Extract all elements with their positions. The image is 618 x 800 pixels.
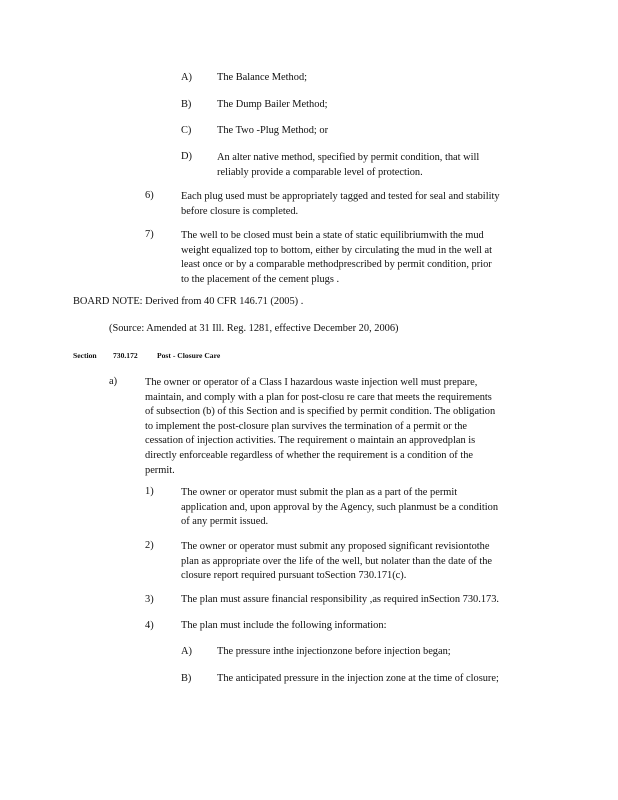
- item-label: B): [181, 99, 192, 110]
- item-label: A): [181, 646, 192, 657]
- item-text: The Balance Method;: [217, 72, 308, 83]
- text-line: least once or by a comparable methodprescribed by permit condition, prior: [181, 259, 492, 271]
- item-text: The Dump Bailer Method;: [217, 99, 328, 110]
- item-text: The plan must assure financial responsibility ,as required inSection 730.173.: [181, 594, 500, 605]
- text-line: The well to be closed must bein a state of static equilibriumwith the mud: [181, 230, 484, 241]
- item-text: The plan must include the following information:: [181, 620, 387, 631]
- text-line: to implement the post-closure plan survives the termination of a permit or the: [145, 420, 468, 432]
- item-label: A): [181, 72, 192, 83]
- source-note: (Source: Amended at 31 Ill. Reg. 1281, effective December 20, 2006): [109, 323, 399, 334]
- paragraph-label: 6): [145, 190, 154, 201]
- item-text: [217, 151, 517, 180]
- subsection-text: [145, 376, 545, 478]
- text-line: reliably provide a comparable level of protection.: [217, 166, 423, 178]
- paragraph-text: [181, 190, 545, 219]
- text-line: directly enforceable regardless of whether the requirement is a condition of the: [145, 449, 474, 461]
- text-line: of any permit issued.: [181, 516, 269, 528]
- text-line: permit.: [145, 464, 175, 476]
- text-line: The owner or operator must submit the plan as a part of the permit: [181, 487, 458, 498]
- item-label: 4): [145, 620, 154, 631]
- item-text: [181, 540, 539, 584]
- item-label: B): [181, 673, 192, 684]
- paragraph-label: 7): [145, 229, 154, 240]
- item-label: 1): [145, 486, 154, 497]
- text-line: of subsection (b) of this Section and is specified by permit condition. The obligation: [145, 406, 496, 418]
- item-text: The Two -Plug Method; or: [217, 125, 329, 136]
- text-line: The owner or operator must submit any proposed significant revisiontothe: [181, 541, 490, 552]
- section-number: 730.172: [113, 351, 138, 360]
- text-line: Each plug used must be appropriately tagged and tested for seal and stability: [181, 191, 500, 202]
- text-line: plan as appropriate over the life of the well, but nolater than the date of the: [181, 555, 493, 567]
- item-label: 3): [145, 594, 154, 605]
- item-text: The anticipated pressure in the injection zone at the time of closure;: [217, 673, 499, 684]
- text-line: maintain, and comply with a plan for post-closu re care that meets the requirements: [145, 391, 492, 403]
- text-line: before closure is completed.: [181, 205, 299, 217]
- text-line: to the placement of the cement plugs .: [181, 273, 340, 285]
- section-label: Section: [73, 351, 97, 360]
- paragraph-text: [181, 229, 545, 287]
- text-line: cessation of injection activities. The requirement o maintain an approvedplan is: [145, 435, 476, 447]
- subsection-label: a): [109, 376, 118, 387]
- board-note: BOARD NOTE: Derived from 40 CFR 146.71 (2005) .: [73, 296, 304, 307]
- section-title: Post - Closure Care: [157, 351, 221, 360]
- item-label: 2): [145, 540, 154, 551]
- text-line: The owner or operator of a Class I hazardous waste injection well must prepare,: [145, 377, 478, 388]
- text-line: application and, upon approval by the Agency, such planmust be a condition: [181, 501, 499, 513]
- text-line: closure report required pursuant toSection 730.171(c).: [181, 570, 407, 582]
- item-text: [181, 486, 539, 530]
- text-line: weight equalized top to bottom, either by circulating the mud in the well at: [181, 244, 493, 256]
- item-label: C): [181, 125, 192, 136]
- text-line: An alter native method, specified by permit condition, that will: [217, 152, 480, 163]
- item-label: D): [181, 151, 192, 162]
- item-text: The pressure inthe injectionzone before injection began;: [217, 646, 451, 657]
